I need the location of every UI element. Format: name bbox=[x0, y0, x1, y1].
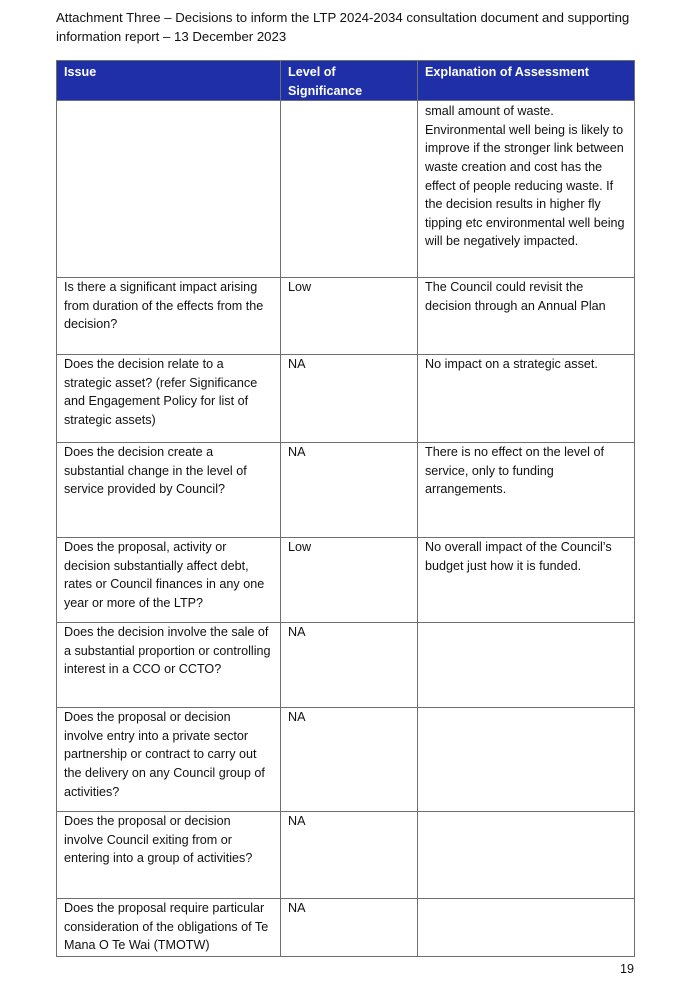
issue-text: Does the proposal or decision involve entry into a private sector partnership or contract to carry out the delivery on any Council group of activities? bbox=[64, 710, 265, 799]
issue-text: Does the proposal, activity or decision substantially affect debt, rates or Council finances in any one year or more of the LTP? bbox=[64, 540, 265, 610]
explanation-cell bbox=[418, 812, 635, 899]
issue-text: Is there a significant impact arising from duration of the effects from the decision? bbox=[64, 280, 264, 332]
level-cell bbox=[281, 623, 418, 708]
explanation-text: No impact on a strategic asset. bbox=[425, 357, 598, 372]
issue-text: Does the decision involve the sale of a substantial proportion or controlling interest in a CCO or CCTO? bbox=[64, 625, 271, 677]
explanation-text: No overall impact of the Council’s budget just how it is funded. bbox=[425, 540, 612, 573]
issue-cell bbox=[57, 278, 281, 355]
table-row bbox=[57, 355, 635, 443]
column-header-issue: Issue bbox=[57, 61, 281, 101]
column-header-level: Level of Significance bbox=[281, 61, 418, 101]
table-row bbox=[57, 708, 635, 812]
table-row bbox=[57, 101, 635, 278]
issue-text: Does the proposal require particular consideration of the obligations of Te Mana O Te Wai (TMOTW) bbox=[64, 901, 269, 953]
level-cell bbox=[281, 443, 418, 538]
level-text: NA bbox=[288, 357, 306, 372]
issue-cell bbox=[57, 538, 281, 623]
explanation-cell bbox=[418, 538, 635, 623]
level-text: NA bbox=[288, 814, 306, 829]
issue-cell bbox=[57, 443, 281, 538]
page-title-line-1: Attachment Three – Decisions to inform the LTP 2024-2034 consultation document and supporting bbox=[56, 10, 630, 25]
table-row bbox=[57, 899, 635, 957]
explanation-text: There is no effect on the level of service, only to funding arrangements. bbox=[425, 445, 604, 497]
issue-cell bbox=[57, 899, 281, 957]
table-row bbox=[57, 278, 635, 355]
table-row bbox=[57, 538, 635, 623]
level-text: NA bbox=[288, 625, 306, 640]
level-cell bbox=[281, 355, 418, 443]
explanation-cell bbox=[418, 355, 635, 443]
explanation-cell bbox=[418, 278, 635, 355]
level-cell bbox=[281, 101, 418, 278]
level-cell bbox=[281, 812, 418, 899]
column-header-explanation: Explanation of Assessment bbox=[418, 61, 635, 101]
table-row bbox=[57, 812, 635, 899]
issue-cell bbox=[57, 355, 281, 443]
level-cell bbox=[281, 278, 418, 355]
explanation-cell bbox=[418, 623, 635, 708]
page-title-line-2: information report – 13 December 2023 bbox=[56, 28, 287, 44]
level-text: Low bbox=[288, 540, 312, 555]
level-text: Low bbox=[288, 280, 312, 295]
explanation-cell bbox=[418, 101, 635, 278]
level-text: NA bbox=[288, 710, 306, 725]
level-cell bbox=[281, 538, 418, 623]
level-cell bbox=[281, 899, 418, 957]
issue-cell bbox=[57, 708, 281, 812]
table-row bbox=[57, 443, 635, 538]
issue-cell bbox=[57, 812, 281, 899]
table-row bbox=[57, 623, 635, 708]
level-cell bbox=[281, 708, 418, 812]
page-number: 19 bbox=[619, 962, 634, 976]
issue-text: Does the decision relate to a strategic asset? (refer Significance and Engagement Policy for list of strategic assets) bbox=[64, 357, 258, 427]
issue-text: Does the decision create a substantial change in the level of service provided by Council? bbox=[64, 445, 247, 497]
explanation-text: small amount of waste. Environmental well being is likely to improve if the stronger link between waste creation and cost has the effect of people reducing waste. If the decision results in higher fly tipping etc environmental well being will be negatively impacted. bbox=[425, 104, 625, 249]
issue-cell bbox=[57, 623, 281, 708]
page-header bbox=[56, 9, 636, 46]
level-text: NA bbox=[288, 901, 306, 916]
issue-cell bbox=[57, 101, 281, 278]
explanation-cell bbox=[418, 899, 635, 957]
level-text: NA bbox=[288, 445, 306, 460]
explanation-cell bbox=[418, 708, 635, 812]
issue-text: Does the proposal or decision involve Council exiting from or entering into a group of activities? bbox=[64, 814, 253, 866]
significance-assessment-table bbox=[56, 60, 635, 957]
explanation-text: The Council could revisit the decision through an Annual Plan bbox=[425, 280, 606, 313]
table-header-row bbox=[57, 61, 635, 101]
explanation-cell bbox=[418, 443, 635, 538]
